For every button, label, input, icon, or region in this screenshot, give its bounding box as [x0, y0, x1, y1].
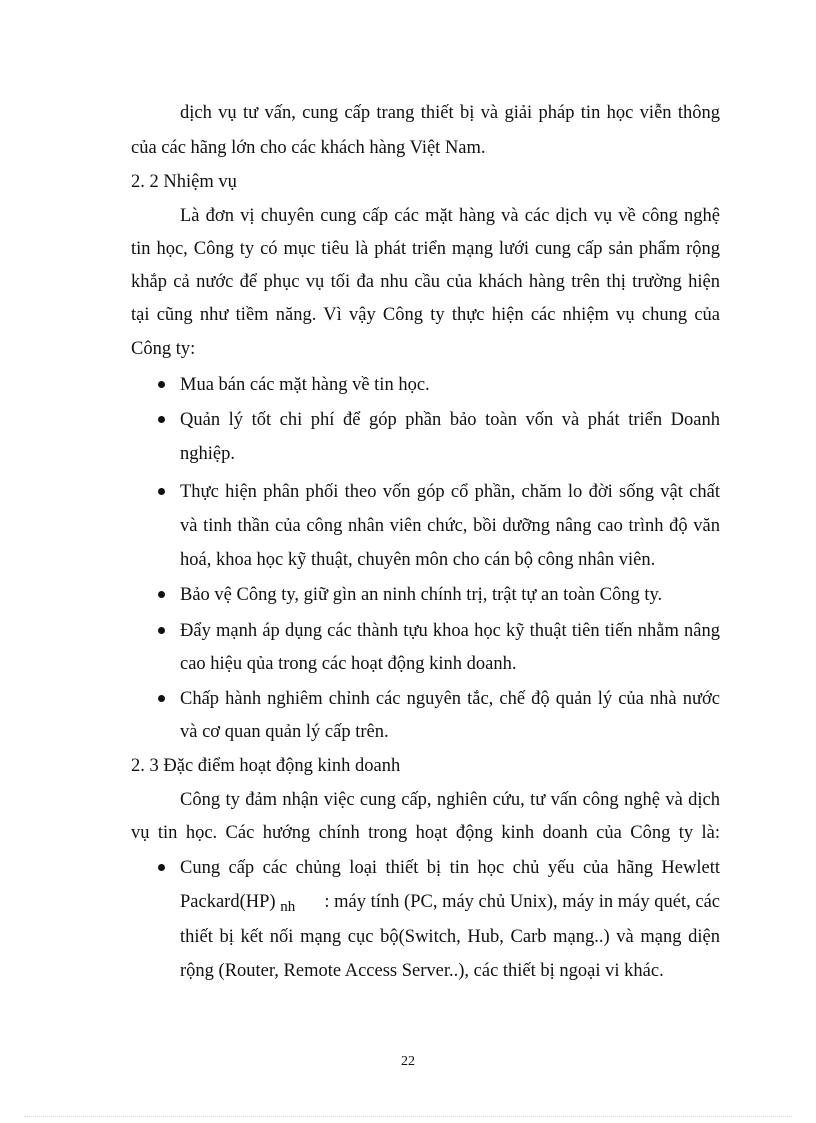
bullet-icon — [158, 381, 165, 388]
page-number: 22 — [401, 1054, 415, 1069]
bullet-icon — [158, 416, 165, 423]
list-item: Mua bán các mặt hàng về tin học. — [180, 375, 430, 395]
bullet-icon — [158, 864, 165, 871]
paragraph-line: Là đơn vị chuyên cung cấp các mặt hàng và các dịch vụ về công nghệ — [180, 206, 720, 226]
paragraph-line: dịch vụ tư vấn, cung cấp trang thiết bị và giải pháp tin học viễn thông — [180, 103, 720, 123]
paragraph-line: Công ty: — [131, 339, 196, 359]
bullet-icon — [158, 627, 165, 634]
list-item-continuation: thiết bị kết nối mạng cục bộ(Switch, Hub, Carb mạng..) và mạng diện — [180, 927, 720, 947]
section-heading: 2. 3 Đặc điểm hoạt động kinh doanh — [131, 756, 401, 776]
paragraph-line: tin học, Công ty có mục tiêu là phát triển mạng lưới cung cấp sản phẩm rộng — [131, 239, 720, 259]
list-item: Đẩy mạnh áp dụng các thành tựu khoa học kỹ thuật tiên tiến nhằm nâng — [180, 621, 720, 641]
paragraph-line: tại cũng như tiềm năng. Vì vậy Công ty thực hiện các nhiệm vụ chung của — [131, 305, 720, 325]
list-item-continuation — [180, 890, 720, 915]
paragraph-line: của các hãng lớn cho các khách hàng Việt Nam. — [131, 138, 486, 158]
bullet-icon — [158, 591, 165, 598]
list-item-continuation: và cơ quan quản lý cấp trên. — [180, 722, 389, 742]
subscript-text: nh — [280, 899, 296, 915]
paragraph-line: khắp cả nước để phục vụ tối đa nhu cầu của khách hàng trên thị trường hiện — [131, 272, 720, 292]
list-item-continuation: rộng (Router, Remote Access Server..), các thiết bị ngoại vi khác. — [180, 961, 664, 981]
paragraph-line: vụ tin học. Các hướng chính trong hoạt động kinh doanh của Công ty là: — [131, 823, 720, 843]
list-item-text: Packard(HP) $_{nh}$ — [180, 892, 296, 915]
list-item: Thực hiện phân phối theo vốn góp cổ phần, chăm lo đời sống vật chất — [180, 482, 720, 502]
paragraph-line: Công ty đảm nhận việc cung cấp, nghiên cứu, tư vấn công nghệ và dịch — [180, 790, 720, 810]
footer-divider — [24, 1116, 792, 1117]
list-item-continuation: hoá, khoa học kỹ thuật, chuyên môn cho cán bộ công nhân viên. — [180, 550, 656, 570]
list-item: Quản lý tốt chi phí để góp phần bảo toàn vốn và phát triển Doanh — [180, 410, 720, 430]
list-item-text: : máy tính (PC, máy chủ Unix), máy in máy quét, các — [324, 892, 720, 912]
list-item: Bảo vệ Công ty, giữ gìn an ninh chính trị, trật tự an toàn Công ty. — [180, 585, 663, 605]
list-item-continuation: nghiệp. — [180, 444, 235, 464]
list-item: Cung cấp các chủng loại thiết bị tin học chủ yếu của hãng Hewlett — [180, 858, 720, 878]
bullet-icon — [158, 695, 165, 702]
list-item-continuation: và tinh thần của công nhân viên chức, bồi dưỡng nâng cao trình độ văn — [180, 516, 720, 536]
list-item-continuation: cao hiệu qủa trong các hoạt động kinh doanh. — [180, 654, 517, 674]
section-heading: 2. 2 Nhiệm vụ — [131, 172, 237, 192]
bullet-icon — [158, 488, 165, 495]
list-item: Chấp hành nghiêm chỉnh các nguyên tắc, chế độ quản lý của nhà nước — [180, 689, 720, 709]
